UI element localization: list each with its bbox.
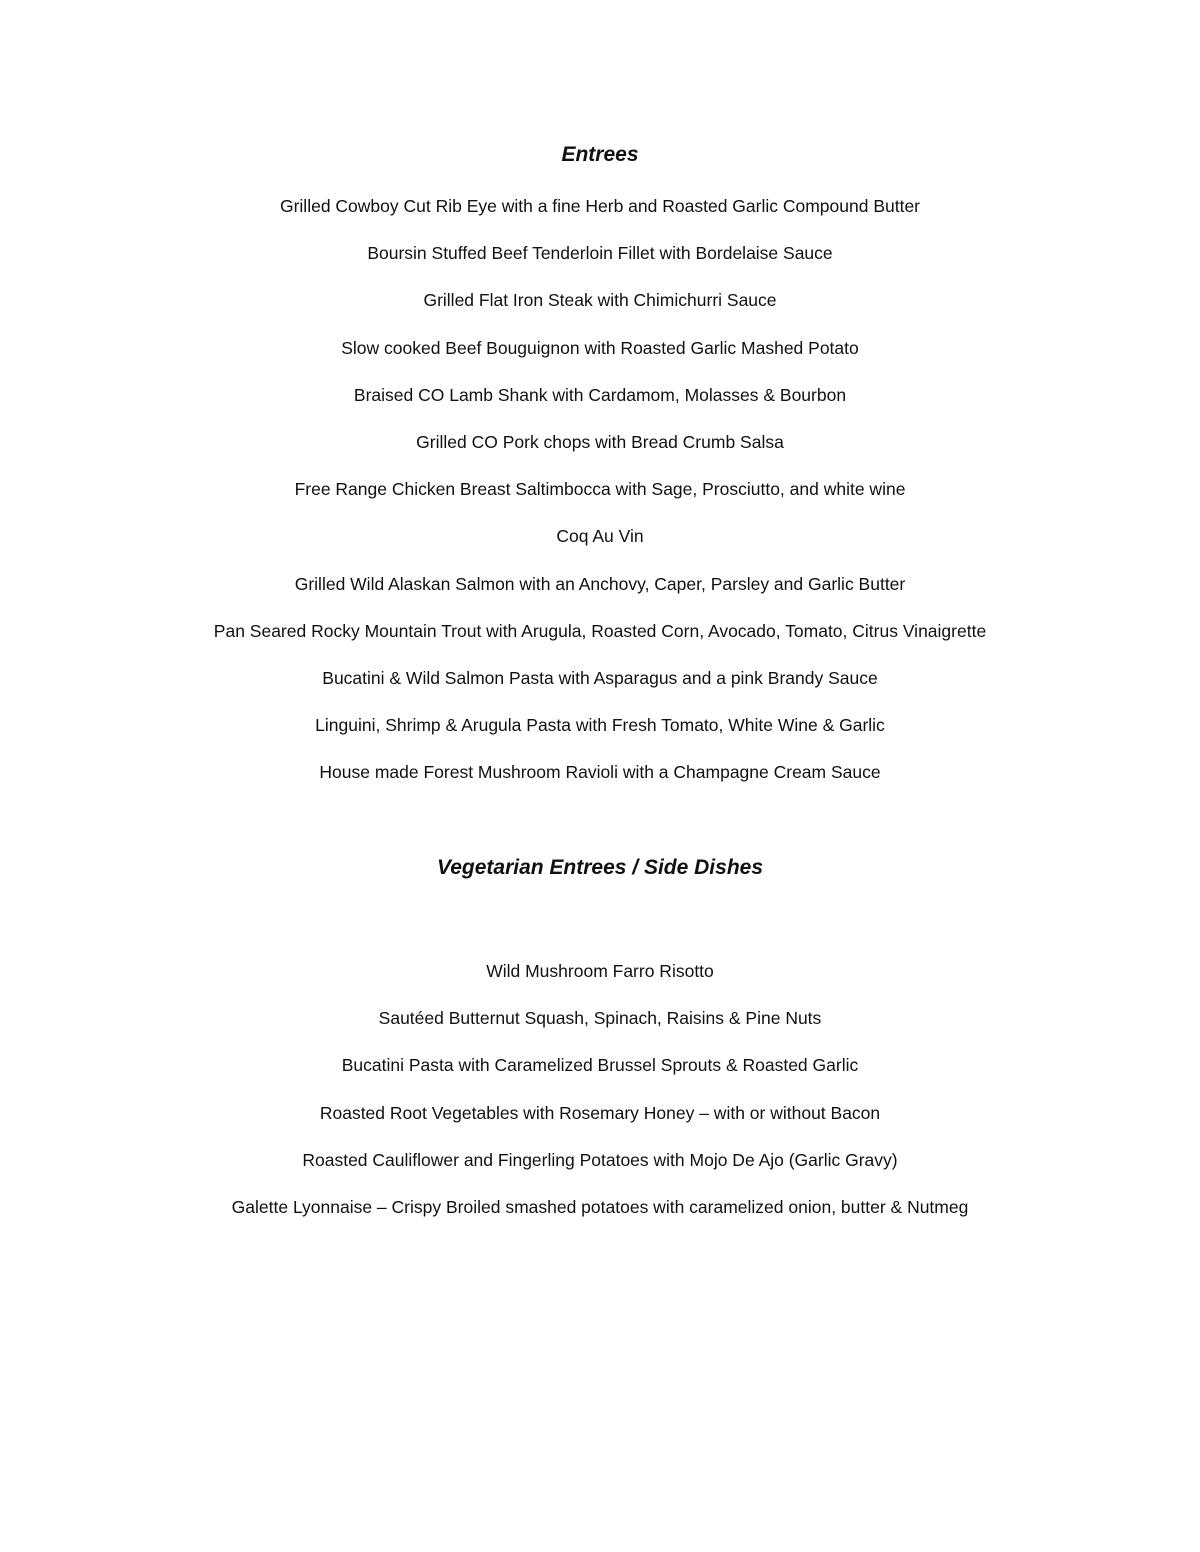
entree-item: House made Forest Mushroom Ravioli with a Champagne Cream Sauce [319, 762, 881, 783]
vegetarian-item: Sautéed Butternut Squash, Spinach, Raisins & Pine Nuts [378, 1008, 822, 1029]
entree-item: Slow cooked Beef Bouguignon with Roasted Garlic Mashed Potato [341, 337, 859, 358]
entree-item: Boursin Stuffed Beef Tenderloin Fillet with Bordelaise Sauce [367, 243, 833, 264]
entree-item: Braised CO Lamb Shank with Cardamom, Molasses & Bourbon [353, 384, 847, 405]
vegetarian-item: Roasted Root Vegetables with Rosemary Honey – with or without Bacon [319, 1102, 881, 1123]
vegetarian-heading: Vegetarian Entrees / Side Dishes [436, 856, 764, 879]
entrees-heading: Entrees [561, 143, 639, 166]
entree-item: Free Range Chicken Breast Saltimbocca with Sage, Prosciutto, and white wine [294, 479, 906, 500]
entree-item: Grilled CO Pork chops with Bread Crumb Salsa [416, 431, 784, 452]
entree-item: Grilled Wild Alaskan Salmon with an Anchovy, Caper, Parsley and Garlic Butter [294, 573, 906, 594]
vegetarian-item: Bucatini Pasta with Caramelized Brussel Sprouts & Roasted Garlic [341, 1055, 859, 1076]
entree-item: Grilled Cowboy Cut Rib Eye with a fine Herb and Roasted Garlic Compound Butter [279, 196, 921, 216]
entree-item: Grilled Flat Iron Steak with Chimichurri Sauce [423, 290, 777, 311]
entree-item: Pan Seared Rocky Mountain Trout with Arugula, Roasted Corn, Avocado, Tomato, Citrus Vinaigrette [213, 620, 987, 641]
vegetarian-list [0, 958, 1200, 1241]
entree-item: Bucatini & Wild Salmon Pasta with Asparagus and a pink Brandy Sauce [322, 667, 878, 688]
vegetarian-item: Roasted Cauliflower and Fingerling Potatoes with Mojo De Ajo (Garlic Gravy) [302, 1149, 898, 1170]
entree-item: Linguini, Shrimp & Arugula Pasta with Fresh Tomato, White Wine & Garlic [315, 715, 885, 736]
entree-item: Coq Au Vin [556, 526, 644, 547]
vegetarian-item: Galette Lyonnaise – Crispy Broiled smashed potatoes with caramelized onion, butter & Nutmeg [231, 1196, 969, 1217]
vegetarian-item: Wild Mushroom Farro Risotto [486, 961, 714, 981]
entrees-list [0, 193, 1200, 806]
